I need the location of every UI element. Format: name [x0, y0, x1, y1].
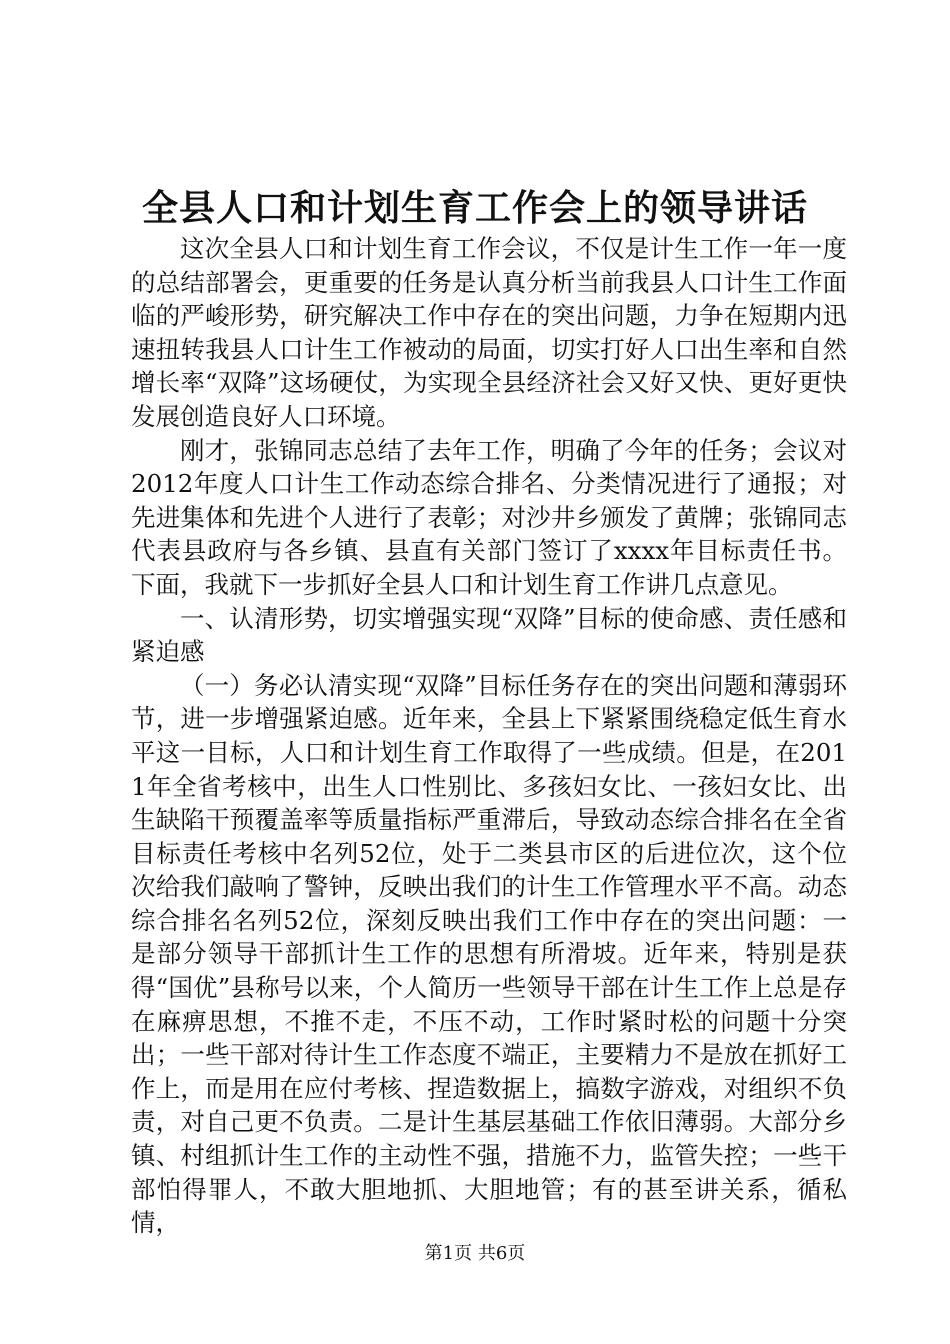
page-footer: 第1页 共6页: [424, 1243, 526, 1264]
paragraph-subsection-1: （一）务必认清实现“双降”目标任务存在的突出问题和薄弱环节，进一步增强紧迫感。近年来，全县上下紧紧围绕稳定低生育水平这一目标，人口和计划生育工作取得了一些成绩。但是，在2011年全省考核中，出生人口性别比、多孩妇女比、一孩妇女比、出生缺陷干预覆盖率等质量指标严重滞后，导致动态综合排名在全省目标责任考核中名列52位，处于二类县市区的后进位次，这个位次给我们敲响了警钟，反映出我们的计生工作管理水平不高。动态综合排名名列52位，深刻反映出我们工作中存在的突出问题：一是部分领导干部抓计生工作的思想有所滑坡。近年来，特别是获得“国优”县称号以来，个人简历一些领导干部在计生工作上总是存在麻痹思想，不推不走，不压不动，工作时紧时松的问题十分突出；一些干部对待计生工作态度不端正，主要精力不是放在抓好工作上，而是用在应付考核、捏造数据上，搞数字游戏，对组织不负责，对自己更不负责。二是计生基层基础工作依旧薄弱。大部分乡镇、村组抓计生工作的主动性不强，措施不力，监管失控；一些干部怕得罪人，不敢大胆地抓、大胆地管；有的甚至讲关系，循私情，: [131, 670, 847, 1238]
paragraph-intro: 这次全县人口和计划生育工作会议，不仅是计生工作一年一度的总结部署会，更重要的任务是认真分析当前我县人口计生工作面临的严峻形势，研究解决工作中存在的突出问题，力争在短期内迅速扭转我县人口计生工作被动的局面，切实打好人口出生率和自然增长率“双降”这场硬仗，为实现全县经济社会又好又快、更好更快发展创造良好人口环境。: [131, 234, 847, 431]
section-heading-1: 一、认清形势，切实增强实现“双降”目标的使命感、责任感和紧迫感: [131, 603, 847, 667]
document-title: 全县人口和计划生育工作会上的领导讲话: [141, 187, 808, 229]
document-body: [131, 232, 847, 1240]
paragraph-summary: 刚才，张锦同志总结了去年工作，明确了今年的任务；会议对2012年度人口计生工作动态综合排名、分类情况进行了通报；对先进集体和先进个人进行了表彰；对沙井乡颁发了黄牌；张锦同志代表县政府与各乡镇、县直有关部门签订了xxxx年目标责任书。下面，我就下一步抓好全县人口和计划生育工作讲几点意见。: [131, 435, 847, 599]
